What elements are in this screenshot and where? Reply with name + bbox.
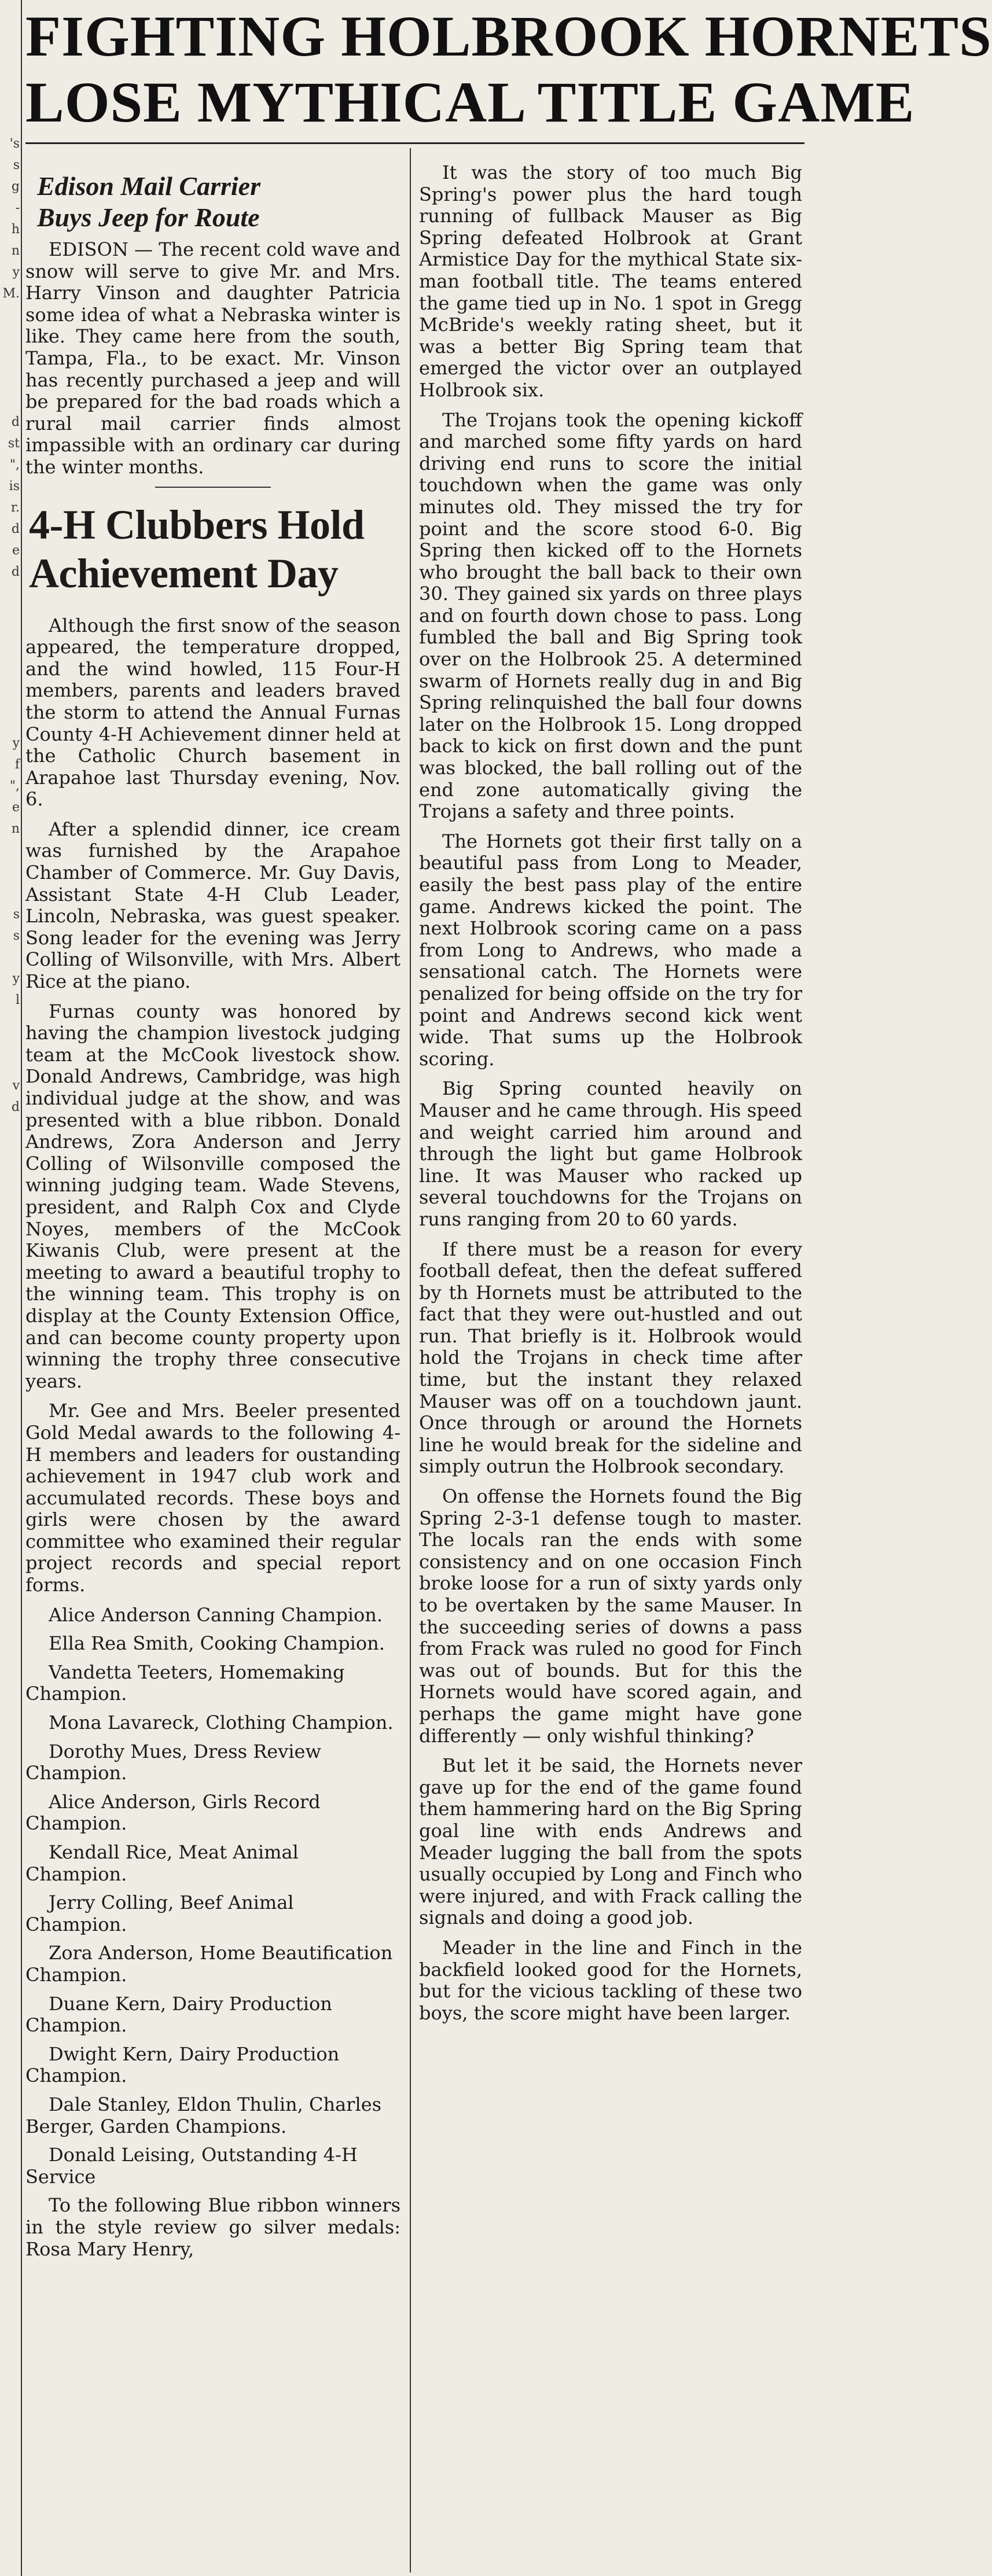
award-item: Dwight Kern, Dairy Production Champion. bbox=[25, 2043, 340, 2087]
gutter-fragment: s bbox=[13, 929, 20, 943]
gutter-fragment bbox=[0, 326, 20, 347]
story2-paragraph-4: Mr. Gee and Mrs. Beeler presented Gold Medal awards to the following 4-H members and leaders for oustanding achievement in 1947 club work and accumulated records. These boys and girls were chosen by the award committee who examined their regular project records and special report forms. bbox=[25, 1400, 401, 1596]
gutter-fragment: d bbox=[11, 522, 20, 536]
story2-paragraph-1: Although the first snow of the season appeared, the temperature dropped, and the wind howled, 115 Four-H members, parents and leaders braved the storm to attend the Annual Furnas County 4-H Achievement dinner held at the Catholic Church basement in Arapahoe last Thursday evening, Nov. 6. bbox=[25, 614, 401, 811]
story2-paragraph-5: To the following Blue ribbon winners in the style review go silver medals: Rosa Mary Henry, bbox=[25, 2194, 401, 2260]
gutter-fragment bbox=[0, 690, 20, 711]
game-paragraph-2: The Trojans took the opening kickoff and marched some fifty yards on hard driving end runs to score the initial touchdown when the game was only minutes old. They missed the try for point and the score stood 6-0. Big Spring then kicked off to the Hornets who brought the ball back to their own 30. They gained six yards on three plays and on fourth down chose to pass. Long fumbled the ball and Big Spring took over on the Holbrook 25. A determined swarm of Hornets really dug in and Big Spring relinquished the ball four downs later on the Holbrook 15. Long dropped back to kick on first down and the punt was blocked, the ball rolling out of the end zone automatically giving the Trojans a safety and three points. bbox=[419, 409, 802, 823]
award-item: Jerry Colling, Beef Animal Champion. bbox=[25, 1891, 294, 1935]
awards-list bbox=[25, 1605, 401, 2188]
game-paragraph-3: The Hornets got their first tally on a beautiful pass from Long to Meader, easily the best pass play of the entire game. Andrews kicked the point. The next Holbrook scoring came on a pass from Long to Andrews, who made a sensational catch. The Hornets were penalized for being offside on the try for point and Andrews second kick went wide. That sums up the Holbrook scoring. bbox=[419, 830, 802, 1070]
game-paragraph-6: On offense the Hornets found the Big Spring 2-3-1 defense tough to master. The locals ran the ends with some consistency and on one occasion Finch broke loose for a run of sixty yards only to be overtaken by the same Mauser. In the succeeding series of downs a pass from Frack was ruled no good for Finch was out of bounds. But for this the Hornets would have scored again, and perhaps the game might have gone differently — only wishful thinking? bbox=[419, 1485, 802, 1747]
gutter-fragment: y bbox=[12, 265, 20, 279]
gutter-fragment: n bbox=[11, 822, 20, 836]
gutter-fragment: l bbox=[15, 993, 20, 1007]
award-item: Donald Leising, Outstanding 4-H Service bbox=[25, 2144, 358, 2188]
gutter-fragment bbox=[0, 304, 20, 326]
story-divider bbox=[155, 487, 271, 488]
gutter-fragment: y bbox=[12, 736, 20, 750]
story1-subhead-line-1: Edison Mail Carrier bbox=[37, 171, 260, 201]
award-item: Duane Kern, Dairy Production Champion. bbox=[25, 1992, 332, 2037]
gutter-fragment: - bbox=[15, 201, 20, 215]
gutter-fragment: s bbox=[13, 158, 20, 172]
gutter-fragment: e bbox=[12, 800, 20, 815]
left-column bbox=[25, 171, 401, 2268]
left-gutter-fragments bbox=[0, 133, 20, 1118]
gutter-fragment: y bbox=[12, 971, 20, 986]
gutter-fragment bbox=[0, 711, 20, 733]
story1-subhead bbox=[37, 171, 401, 233]
story1-subhead-line-2: Buys Jeep for Route bbox=[37, 203, 260, 232]
story2-paragraph-3: Furnas county was honored by having the champion livestock judging team at the McCook livestock show. Donald Andrews, Cambridge, was high individual judge at the show, and was presented with a blue ribbon. Donald Andrews, Zora Anderson and Jerry Colling of Wilsonville composed the winning judging team. Wade Stevens, president, and Ralph Cox and Clyde Noyes, members of the McCook Kiwanis Club, were present at the meeting to award a beautiful trophy to the winning team. This trophy is on display at the County Extension Office, and can become county property upon winning the trophy three consecutive years. bbox=[25, 1000, 401, 1392]
gutter-fragment: d bbox=[11, 565, 20, 579]
headline-line-2: LOSE MYTHICAL TITLE GAME bbox=[25, 70, 915, 134]
game-paragraph-8: Meader in the line and Finch in the backfield looked good for the Hornets, but for the vicious tackling of these two boys, the score might have been larger. bbox=[419, 1936, 802, 2024]
gutter-fragment: 's bbox=[9, 137, 20, 151]
gutter-fragment: d bbox=[11, 1100, 20, 1114]
game-paragraph-5: If there must be a reason for every football defeat, then the defeat suffered by th Hornets must be attributed to the fact that they were out-hustled and out run. That briefly is it. Holbrook would hold the Trojans in check time after time, but the instant they relaxed Mauser was off on a touchdown jaunt. Once through or around the Hornets line he would break for the sideline and simply outrun the Holbrook secondary. bbox=[419, 1238, 802, 1478]
gutter-fragment: v bbox=[12, 1079, 20, 1093]
award-item: Alice Anderson, Girls Record Champion. bbox=[25, 1790, 321, 1835]
gutter-fragment: is bbox=[9, 479, 20, 494]
headline-line-1: FIGHTING HOLBROOK HORNETS bbox=[25, 4, 992, 68]
headline-rule bbox=[25, 142, 804, 144]
story1-paragraph: EDISON — The recent cold wave and snow will serve to give Mr. and Mrs. Harry Vinson and daughter Patricia some idea of what a Nebraska winter is like. They came here from the south, Tampa, Fla., to be exact. Mr. Vinson has recently purchased a jeep and will be prepared for the bad roads which a rural mail carrier finds almost impassible with an ordinary car during the winter months. bbox=[25, 238, 401, 478]
award-item: Dorothy Mues, Dress Review Champion. bbox=[25, 1740, 321, 1784]
gutter-fragment bbox=[0, 882, 20, 904]
story2-headline-line-2: Achievement Day bbox=[29, 550, 339, 597]
gutter-fragment bbox=[0, 583, 20, 604]
gutter-fragment: s bbox=[13, 907, 20, 922]
gutter-fragment: f bbox=[14, 757, 20, 772]
gutter-fragment: h bbox=[11, 222, 20, 237]
award-item: Mona Lavareck, Clothing Champion. bbox=[49, 1712, 394, 1734]
main-headline bbox=[25, 3, 992, 135]
gutter-fragment bbox=[0, 604, 20, 625]
award-item: Zora Anderson, Home Beautification Champion. bbox=[25, 1942, 393, 1986]
left-margin-rule bbox=[21, 0, 22, 2576]
gutter-fragment bbox=[0, 1011, 20, 1032]
gutter-fragment: n bbox=[11, 244, 20, 258]
gutter-fragment bbox=[0, 1054, 20, 1075]
award-item: Dale Stanley, Eldon Thulin, Charles Berger, Garden Champions. bbox=[25, 2093, 382, 2137]
gutter-fragment bbox=[0, 861, 20, 882]
gutter-fragment bbox=[0, 390, 20, 411]
award-item: Vandetta Teeters, Homemaking Champion. bbox=[25, 1661, 345, 1705]
game-paragraph-4: Big Spring counted heavily on Mauser and he came through. His speed and weight carried him around and through the light but game Holbrook line. It was Mauser who racked up several touchdowns for the Trojans on runs ranging from 20 to 60 yards. bbox=[419, 1077, 802, 1230]
story2-paragraph-2: After a splendid dinner, ice cream was furnished by the Arapahoe Chamber of Commerce. Mr. Guy Davis, Assistant State 4-H Club Leader, Lincoln, Nebraska, was guest speaker. Song leader for the evening was Jerry Colling of Wilsonville, with Mrs. Albert Rice at the piano. bbox=[25, 818, 401, 993]
gutter-fragment bbox=[0, 947, 20, 968]
gutter-fragment: r. bbox=[10, 501, 20, 515]
gutter-fragment bbox=[0, 668, 20, 690]
award-item: Kendall Rice, Meat Animal Champion. bbox=[25, 1841, 299, 1885]
gutter-fragment bbox=[0, 625, 20, 647]
right-column bbox=[419, 162, 802, 2032]
gutter-fragment: e bbox=[12, 543, 20, 558]
gutter-fragment: M. bbox=[2, 286, 20, 301]
gutter-fragment: ", bbox=[9, 779, 20, 793]
gutter-fragment: g bbox=[11, 179, 20, 194]
award-item: Alice Anderson Canning Champion. bbox=[49, 1603, 383, 1626]
gutter-fragment bbox=[0, 840, 20, 861]
gutter-fragment bbox=[0, 647, 20, 668]
gutter-fragment bbox=[0, 1032, 20, 1054]
column-rule bbox=[410, 148, 411, 2573]
gutter-fragment: st bbox=[8, 436, 20, 451]
game-paragraph-1: It was the story of too much Big Spring's power plus the hard tough running of fullback Mauser as Big Spring defeated Holbrook at Grant Armistice Day for the mythical State six-man football title. The teams entered the game tied up in No. 1 spot in Gregg McBride's weekly rating sheet, but it was a better Big Spring team that emerged the victor over an outplayed Holbrook six. bbox=[419, 161, 802, 401]
award-item: Ella Rea Smith, Cooking Champion. bbox=[49, 1632, 385, 1655]
game-paragraph-7: But let it be said, the Hornets never gave up for the end of the game found them hammering hard on the Big Spring goal line with ends Andrews and Meader lugging the ball from the spots usually occupied by Long and Finch who were injured, and with Frack calling the signals and doing a good job. bbox=[419, 1754, 802, 1929]
story2-headline-line-1: 4-H Clubbers Hold bbox=[29, 501, 365, 548]
gutter-fragment: ", bbox=[9, 458, 20, 472]
gutter-fragment bbox=[0, 369, 20, 390]
gutter-fragment bbox=[0, 347, 20, 369]
story2-headline bbox=[29, 501, 401, 598]
gutter-fragment: d bbox=[11, 415, 20, 429]
